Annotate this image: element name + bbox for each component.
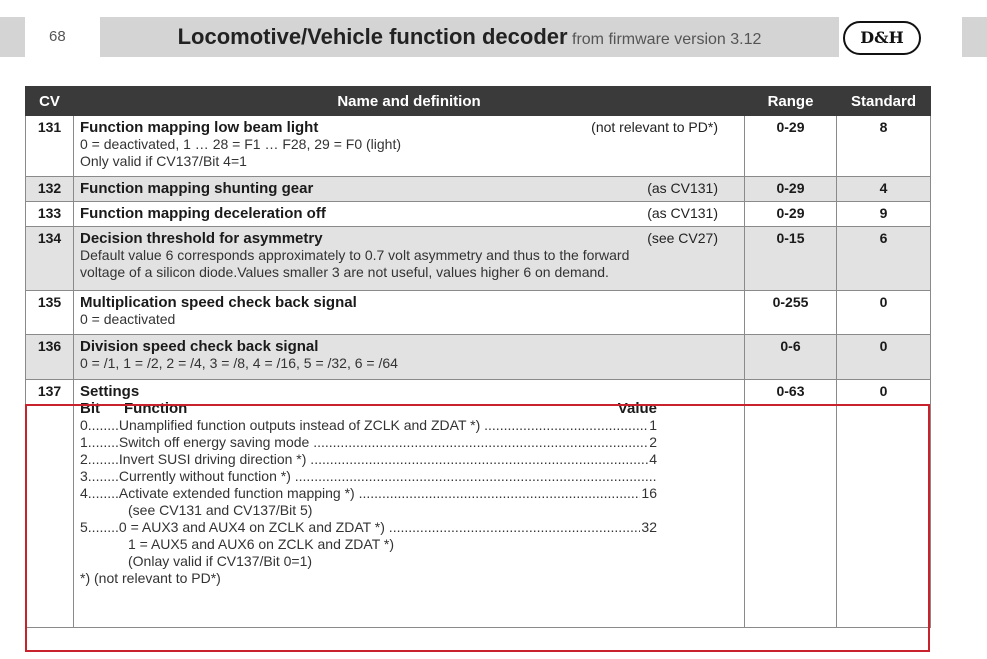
footnote: *) (not relevant to PD*) (80, 570, 221, 586)
bit-value (656, 468, 657, 485)
table-row-cv135 (26, 291, 931, 335)
bit-column-label: Bit (80, 400, 100, 417)
cv-description-line: 0 = /1, 1 = /2, 2 = /4, 3 = /8, 4 = /16, 5 = /32, 6 = /64 (80, 355, 398, 371)
bit-function: 5........0 = AUX3 and AUX4 on ZCLK and ZDAT *) ..... (80, 519, 640, 536)
cv-range: 0-29 (745, 116, 837, 177)
bit-value: 32 (641, 519, 657, 535)
bit-value: 1 (649, 417, 657, 433)
cv-description-line: Only valid if CV137/Bit 4=1 (80, 153, 247, 169)
column-header-range: Range (745, 87, 837, 116)
cv-range: 0-63 (745, 380, 837, 628)
bit-row (80, 434, 657, 451)
bit-value: 4 (649, 451, 657, 467)
cv-standard: 4 (837, 177, 931, 202)
bit-row (80, 451, 657, 468)
bit-row (80, 485, 657, 502)
cv-definition (74, 202, 745, 227)
bit-continuation: 1 = AUX5 and AUX6 on ZCLK and ZDAT *) (128, 536, 395, 552)
cv-note: (as CV131) (647, 205, 718, 221)
page-title (100, 17, 839, 57)
cv-definition (74, 380, 745, 628)
cv-definition (74, 291, 745, 335)
cv-range: 0-6 (745, 335, 837, 380)
bit-row (80, 519, 657, 536)
table-row-cv132 (26, 177, 931, 202)
header-left-tab (0, 17, 25, 57)
cv-note: (as CV131) (647, 180, 718, 196)
cv-description-line: voltage of a silicon diode.Values smaller 3 are not useful, values higher 6 on demand. (80, 264, 609, 280)
cv-number: 131 (26, 116, 74, 177)
table-row-cv136 (26, 335, 931, 380)
cv-standard: 0 (837, 335, 931, 380)
bit-table (80, 400, 657, 570)
cv-name: Division speed check back signal (80, 338, 319, 355)
cv-name: Multiplication speed check back signal (80, 294, 357, 311)
cv-definition (74, 227, 745, 291)
column-header-cv: CV (26, 87, 74, 116)
bit-continuation: (Onlay valid if CV137/Bit 0=1) (128, 553, 313, 569)
cv-standard: 6 (837, 227, 931, 291)
bit-function: 0........Unamplified function outputs instead of ZCLK and ZDAT *) ..... (80, 417, 648, 434)
table-row-cv131 (26, 116, 931, 177)
cv-name: Settings (80, 383, 140, 400)
cv-definition (74, 177, 745, 202)
cv-note: (see CV27) (647, 230, 718, 246)
value-column-label: Value (617, 400, 657, 417)
brand-logo: D&H (843, 21, 921, 55)
cv-description-line: 0 = deactivated (80, 311, 176, 327)
title-main: Locomotive/Vehicle function decoder (177, 24, 568, 49)
cv-note: (not relevant to PD*) (591, 119, 718, 135)
header-right-tab (962, 17, 987, 57)
cv-number: 136 (26, 335, 74, 380)
cv-range: 0-29 (745, 177, 837, 202)
cv-description-line: Default value 6 corresponds approximately to 0.7 volt asymmetry and thus to the forward (80, 247, 630, 263)
cv-number: 133 (26, 202, 74, 227)
bit-row (80, 417, 657, 434)
bit-row (80, 468, 657, 485)
bit-function: 1........Switch off energy saving mode ..... (80, 434, 648, 451)
cv-description-line: 0 = deactivated, 1 … 28 = F1 … F28, 29 = F0 (light) (80, 136, 402, 152)
title-sub: from firmware version 3.12 (567, 31, 762, 48)
cv-name: Decision threshold for asymmetry (80, 230, 323, 247)
bit-function: 3........Currently without function *) ..... (80, 468, 656, 485)
bit-function: 2........Invert SUSI driving direction *) ..... (80, 451, 648, 468)
cv-range: 0-29 (745, 202, 837, 227)
cv-name: Function mapping deceleration off (80, 205, 326, 222)
cv-number: 135 (26, 291, 74, 335)
cv-definition (74, 116, 745, 177)
table-row-cv133 (26, 202, 931, 227)
bit-value: 16 (641, 485, 657, 501)
cv-definition (74, 335, 745, 380)
table-row-cv134 (26, 227, 931, 291)
cv-range: 0-255 (745, 291, 837, 335)
table-row-cv137 (26, 380, 931, 628)
cv-table (25, 86, 931, 628)
cv-standard: 0 (837, 380, 931, 628)
cv-number: 134 (26, 227, 74, 291)
bit-table-header (80, 400, 657, 417)
cv-name: Function mapping low beam light (80, 119, 319, 136)
cv-name: Function mapping shunting gear (80, 180, 314, 197)
bit-function: 4........Activate extended function mapping *) ..... (80, 485, 640, 502)
cv-range: 0-15 (745, 227, 837, 291)
table-header-row (26, 87, 931, 116)
bit-value: 2 (649, 434, 657, 450)
bit-continuation: (see CV131 and CV137/Bit 5) (128, 502, 313, 518)
cv-standard: 8 (837, 116, 931, 177)
function-column-label: Function (124, 400, 188, 417)
cv-number: 132 (26, 177, 74, 202)
column-header-standard: Standard (837, 87, 931, 116)
cv-number: 137 (26, 380, 74, 628)
column-header-name: Name and definition (74, 87, 745, 116)
cv-standard: 0 (837, 291, 931, 335)
cv-standard: 9 (837, 202, 931, 227)
page-number: 68 (49, 28, 66, 45)
